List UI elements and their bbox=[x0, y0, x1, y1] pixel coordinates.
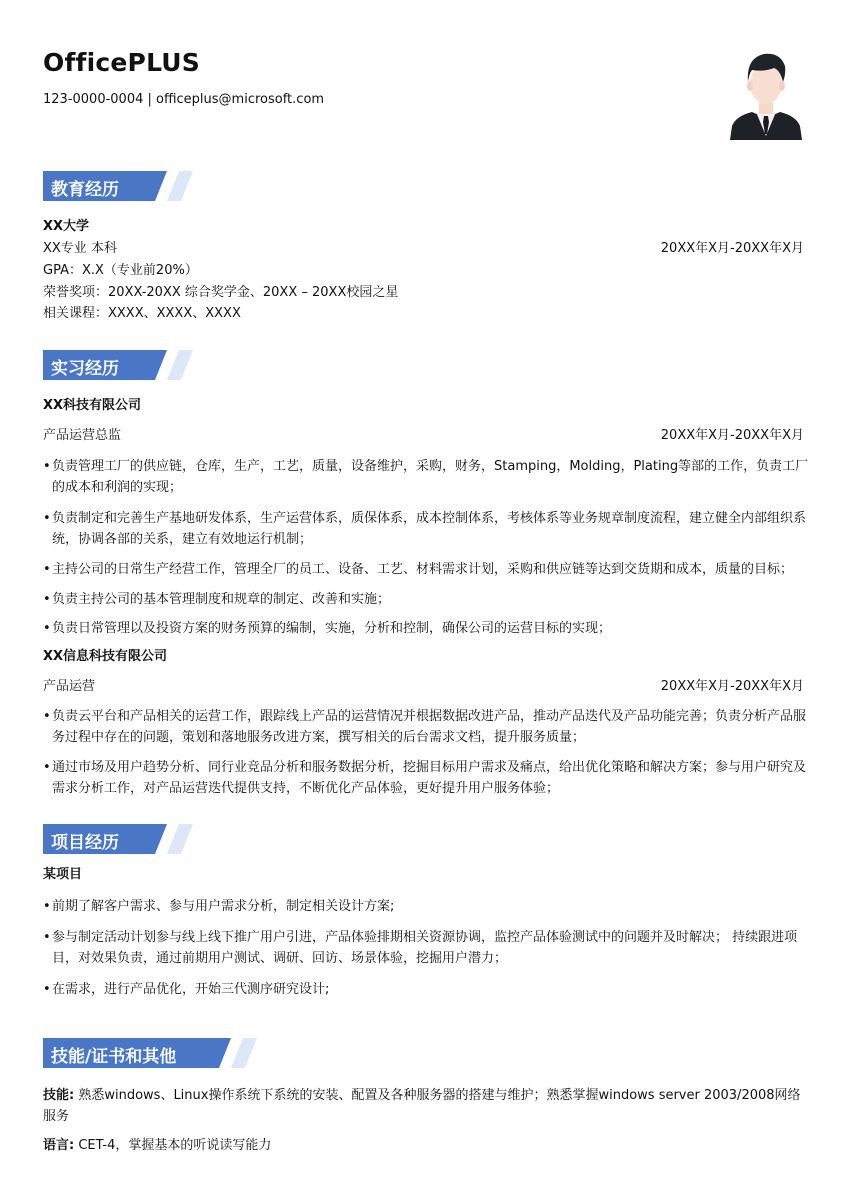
project-bullet: • 前期了解客户需求、参与用户需求分析，制定相关设计方案; bbox=[43, 899, 395, 914]
resume-name: OfficePLUS bbox=[43, 48, 201, 77]
project-name: 某项目 bbox=[43, 867, 83, 882]
job-role: 产品运营 bbox=[43, 679, 96, 694]
job-date: 20XX年X月-20XX年X月 bbox=[660, 679, 804, 694]
section-header-education bbox=[43, 171, 243, 201]
school-name: XX大学 bbox=[43, 219, 90, 234]
gpa: GPA：X.X（专业前20%） bbox=[43, 263, 198, 278]
job-bullet: • 负责日常管理以及投资方案的财务预算的编制，实施，分析和控制，确保公司的运营目标的实现； bbox=[43, 621, 612, 636]
job-bullet: • 负责云平台和产品相关的运营工作，跟踪线上产品的运营情况并根据数据改进产品，推动产品迭代及产品功能完善；负责分析产品服务过程中存在的问题，策划和落地服务改进方案，撰写相关的后台需求文档，提升服务质量； bbox=[43, 709, 807, 745]
section-title: 技能/证书和其他 bbox=[51, 1047, 177, 1067]
job-bullet: • 负责主持公司的基本管理制度和规章的制定、改善和实施； bbox=[43, 592, 391, 607]
job-role: 产品运营总监 bbox=[43, 428, 122, 443]
project-bullet: • 在需求，进行产品优化，开始三代测序研究设计; bbox=[43, 982, 330, 997]
avatar bbox=[728, 44, 804, 140]
section-title: 教育经历 bbox=[51, 180, 119, 200]
section-header-skills bbox=[43, 1038, 243, 1068]
section-title: 项目经历 bbox=[51, 833, 119, 853]
education-date: 20XX年X月-20XX年X月 bbox=[660, 241, 804, 256]
contact-info: 123-0000-0004 | officeplus@microsoft.com bbox=[43, 92, 325, 107]
section-header-project bbox=[43, 824, 243, 854]
section-title: 实习经历 bbox=[51, 359, 119, 379]
honors: 荣誉奖项：20XX-20XX 综合奖学金、20XX – 20XX校园之星 bbox=[43, 285, 399, 300]
language-text: 语言: CET-4，掌握基本的听说读写能力 bbox=[43, 1138, 272, 1153]
company-name: XX信息科技有限公司 bbox=[43, 649, 168, 664]
courses: 相关课程：XXXX、XXXX、XXXX bbox=[43, 306, 241, 321]
company-name: XX科技有限公司 bbox=[43, 398, 142, 413]
section-header-internship bbox=[43, 350, 243, 380]
major-degree: XX专业 本科 bbox=[43, 241, 117, 256]
job-date: 20XX年X月-20XX年X月 bbox=[660, 428, 804, 443]
job-bullet: • 通过市场及用户趋势分析、同行业竞品分析和服务数据分析，挖掘目标用户需求及痛点，给出优化策略和解决方案；参与用户研究及需求分析工作，对产品运营迭代提供支持，不断优化产品体验，更好提升用户服务体验； bbox=[43, 760, 807, 796]
job-bullet: • 负责管理工厂的供应链，仓库，生产，工艺，质量，设备维护，采购，财务，Stamping，Molding，Plating等部的工作，负责工厂的成本和利润的实现； bbox=[43, 459, 809, 495]
job-bullet: • 主持公司的日常生产经营工作，管理全厂的员工、设备、工艺、材料需求计划，采购和供应链等达到交货期和成本，质量的目标； bbox=[43, 562, 794, 577]
job-bullet: • 负责制定和完善生产基地研发体系，生产运营体系，质保体系，成本控制体系，考核体系等业务规章制度流程，建立健全内部组织系统，协调各部的关系，建立有效地运行机制； bbox=[43, 511, 807, 547]
project-bullet: • 参与制定活动计划参与线上线下推广用户引进，产品体验排期相关资源协调，监控产品体验测试中的问题并及时解决； 持续跟进项目，对效果负责，通过前期用户测试、调研、回访、场景体验，挖掘用户潜力； bbox=[43, 930, 798, 966]
skills-text: 技能: 熟悉windows、Linux操作系统下系统的安装、配置及各种服务器的搭建与维护；熟悉掌握windows server 2003/2008网络服务 bbox=[43, 1088, 801, 1124]
